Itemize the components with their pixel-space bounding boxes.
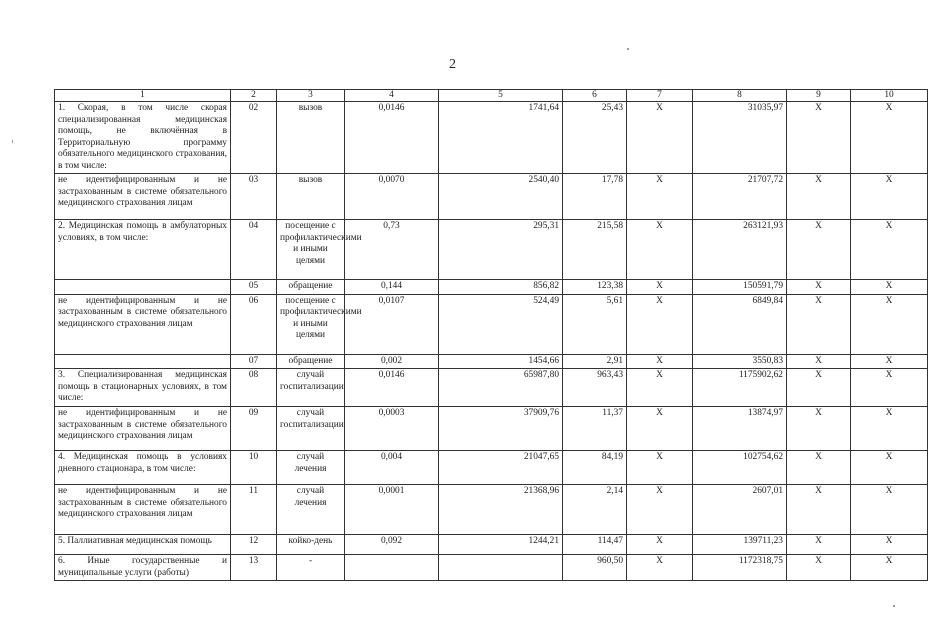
cell-description: не идентифицированным и не застрахованным в системе обязательного медицинского страхования лицам	[55, 294, 231, 354]
cell-unit: вызов	[277, 102, 345, 174]
cell-description: не идентифицированным и не застрахованным в системе обязательного медицинского страхования лицам	[55, 407, 231, 451]
cell-unit: койко-день	[277, 535, 345, 555]
cell-description: 6. Иные государственные и муниципальные услуги (работы)	[55, 555, 231, 581]
cell-norm: 0,0003	[345, 407, 439, 451]
cell-col7: X	[627, 102, 693, 174]
cell-total: 6849,84	[693, 294, 787, 354]
cell-col7: X	[627, 369, 693, 407]
cell-per-capita: 25,43	[563, 102, 627, 174]
cell-col10: X	[851, 407, 928, 451]
cell-col7: X	[627, 451, 693, 485]
cell-description: 2. Медицинская помощь в амбулаторных условиях, в том числе:	[55, 220, 231, 280]
cell-total: 21707,72	[693, 174, 787, 220]
cell-cost: 524,49	[439, 294, 563, 354]
cell-col9: X	[787, 354, 851, 368]
cell-col9: X	[787, 102, 851, 174]
cell-description: не идентифицированным и не застрахованным в системе обязательного медицинского страхования лицам	[55, 485, 231, 535]
header-cell: 10	[851, 90, 928, 102]
cell-cost: 295,31	[439, 220, 563, 280]
cell-norm: 0,73	[345, 220, 439, 280]
cell-unit: случай госпитализации	[277, 369, 345, 407]
cell-col9: X	[787, 535, 851, 555]
medical-assistance-table	[54, 89, 928, 581]
cell-code: 11	[231, 485, 277, 535]
cell-col9: X	[787, 369, 851, 407]
cell-unit: случай госпитализации	[277, 407, 345, 451]
header-cell: 1	[55, 90, 231, 102]
table-row	[55, 407, 928, 451]
cell-unit: обращение	[277, 280, 345, 294]
cell-description	[55, 354, 231, 368]
cell-unit: случай лечения	[277, 451, 345, 485]
cell-col9: X	[787, 485, 851, 535]
cell-cost: 37909,76	[439, 407, 563, 451]
header-cell: 7	[627, 90, 693, 102]
cell-cost: 2540,40	[439, 174, 563, 220]
cell-col9: X	[787, 220, 851, 280]
cell-col7: X	[627, 555, 693, 581]
cell-code: 13	[231, 555, 277, 581]
cell-total: 139711,23	[693, 535, 787, 555]
cell-per-capita: 2,14	[563, 485, 627, 535]
cell-col7: X	[627, 407, 693, 451]
cell-code: 03	[231, 174, 277, 220]
cell-norm: 0,144	[345, 280, 439, 294]
cell-total: 102754,62	[693, 451, 787, 485]
cell-unit: -	[277, 555, 345, 581]
cell-cost: 1741,64	[439, 102, 563, 174]
cell-unit: вызов	[277, 174, 345, 220]
cell-code: 10	[231, 451, 277, 485]
cell-cost: 1454,66	[439, 354, 563, 368]
cell-col10: X	[851, 220, 928, 280]
header-cell: 2	[231, 90, 277, 102]
table-row	[55, 220, 928, 280]
cell-total: 13874,97	[693, 407, 787, 451]
cell-unit: посещение с профилактическими и иными целями	[277, 220, 345, 280]
cell-col10: X	[851, 451, 928, 485]
cell-total: 2607,01	[693, 485, 787, 535]
table-row	[55, 294, 928, 354]
cell-norm: 0,002	[345, 354, 439, 368]
cell-description: 5. Паллиативная медицинская помощь	[55, 535, 231, 555]
cell-code: 04	[231, 220, 277, 280]
table-row	[55, 280, 928, 294]
cell-col7: X	[627, 485, 693, 535]
cell-norm: 0,0107	[345, 294, 439, 354]
cell-col7: X	[627, 535, 693, 555]
table-row	[55, 555, 928, 581]
cell-cost	[439, 555, 563, 581]
scan-speck	[627, 48, 629, 50]
cell-code: 08	[231, 369, 277, 407]
cell-total: 263121,93	[693, 220, 787, 280]
cell-col9: X	[787, 174, 851, 220]
cell-col9: X	[787, 294, 851, 354]
cell-col7: X	[627, 294, 693, 354]
cell-col10: X	[851, 555, 928, 581]
cell-per-capita: 123,38	[563, 280, 627, 294]
cell-col7: X	[627, 174, 693, 220]
cell-norm: 0,0146	[345, 369, 439, 407]
cell-total: 150591,79	[693, 280, 787, 294]
cell-code: 06	[231, 294, 277, 354]
cell-cost: 65987,80	[439, 369, 563, 407]
table-row	[55, 102, 928, 174]
cell-col9: X	[787, 280, 851, 294]
cell-total: 1175902,62	[693, 369, 787, 407]
cell-cost: 1244,21	[439, 535, 563, 555]
cell-col10: X	[851, 102, 928, 174]
header-cell: 3	[277, 90, 345, 102]
cell-norm: 0,0146	[345, 102, 439, 174]
cell-cost: 21368,96	[439, 485, 563, 535]
table-row	[55, 451, 928, 485]
scan-speck	[893, 605, 895, 607]
cell-per-capita: 960,50	[563, 555, 627, 581]
cell-description: 1. Скорая, в том числе скорая специализированная медицинская помощь, не включённая в Территориальную программу обязательного медицинского страхования, в том числе:	[55, 102, 231, 174]
cell-code: 02	[231, 102, 277, 174]
cell-unit: обращение	[277, 354, 345, 368]
cell-col9: X	[787, 407, 851, 451]
header-cell: 9	[787, 90, 851, 102]
header-cell: 6	[563, 90, 627, 102]
scan-speck	[12, 140, 13, 143]
cell-col9: X	[787, 451, 851, 485]
table-row	[55, 485, 928, 535]
cell-col10: X	[851, 485, 928, 535]
cell-col7: X	[627, 354, 693, 368]
cell-code: 05	[231, 280, 277, 294]
cell-per-capita: 114,47	[563, 535, 627, 555]
cell-col10: X	[851, 174, 928, 220]
cell-description: 3. Специализированная медицинская помощь в стационарных условиях, в том числе:	[55, 369, 231, 407]
cell-code: 09	[231, 407, 277, 451]
table-row	[55, 174, 928, 220]
cell-norm: 0,0070	[345, 174, 439, 220]
cell-per-capita: 84,19	[563, 451, 627, 485]
cell-col10: X	[851, 354, 928, 368]
page-number: 2	[449, 57, 456, 72]
cell-total: 3550,83	[693, 354, 787, 368]
cell-code: 12	[231, 535, 277, 555]
cell-per-capita: 2,91	[563, 354, 627, 368]
cell-col10: X	[851, 280, 928, 294]
header-cell: 4	[345, 90, 439, 102]
cell-col7: X	[627, 220, 693, 280]
cell-description: 4. Медицинская помощь в условиях дневного стационара, в том числе:	[55, 451, 231, 485]
cell-cost: 21047,65	[439, 451, 563, 485]
header-cell: 5	[439, 90, 563, 102]
table-row	[55, 369, 928, 407]
cell-norm: 0,0001	[345, 485, 439, 535]
cell-norm	[345, 555, 439, 581]
table-row	[55, 535, 928, 555]
cell-col10: X	[851, 369, 928, 407]
cell-norm: 0,092	[345, 535, 439, 555]
cell-per-capita: 963,43	[563, 369, 627, 407]
table-row	[55, 354, 928, 368]
cell-unit: посещение с профилактическими и иными целями	[277, 294, 345, 354]
cell-unit: случай лечения	[277, 485, 345, 535]
cell-norm: 0,004	[345, 451, 439, 485]
cell-per-capita: 215,58	[563, 220, 627, 280]
cell-per-capita: 17,78	[563, 174, 627, 220]
table-header-row	[55, 90, 928, 102]
cell-per-capita: 11,37	[563, 407, 627, 451]
cell-description: не идентифицированным и не застрахованным в системе обязательного медицинского страхования лицам	[55, 174, 231, 220]
cell-cost: 856,82	[439, 280, 563, 294]
cell-col7: X	[627, 280, 693, 294]
cell-code: 07	[231, 354, 277, 368]
cell-total: 1172318,75	[693, 555, 787, 581]
header-cell: 8	[693, 90, 787, 102]
cell-col10: X	[851, 294, 928, 354]
cell-total: 31035,97	[693, 102, 787, 174]
cell-col9: X	[787, 555, 851, 581]
cell-per-capita: 5,61	[563, 294, 627, 354]
cell-col10: X	[851, 535, 928, 555]
cell-description	[55, 280, 231, 294]
